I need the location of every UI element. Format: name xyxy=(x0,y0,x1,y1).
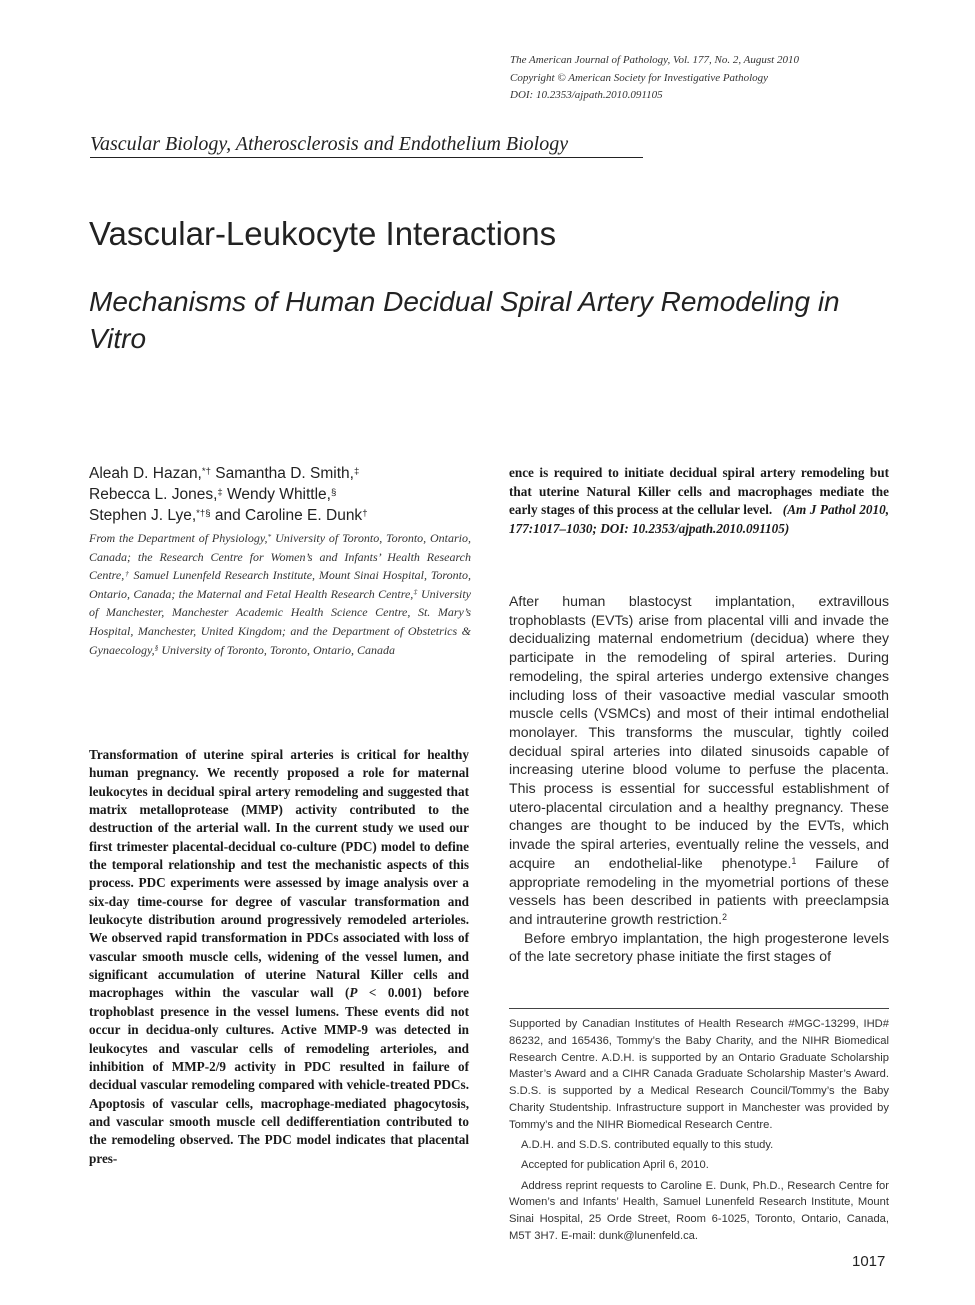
affiliations xyxy=(89,529,471,659)
author-affiliation-mark: ‡ xyxy=(353,465,360,477)
author-name: Wendy Whittle, xyxy=(222,486,331,503)
footnotes xyxy=(509,1016,889,1248)
author-affiliation-mark: † xyxy=(362,507,368,519)
journal-header xyxy=(510,52,930,105)
article-title: Vascular-Leukocyte Interactions xyxy=(89,215,557,252)
page-number: 1017 xyxy=(852,1253,886,1270)
author-name: Aleah D. Hazan, xyxy=(89,465,202,482)
affiliation-mark: † xyxy=(124,568,130,578)
author-line-1 xyxy=(89,463,489,484)
author-name: Samantha D. Smith, xyxy=(210,465,354,482)
author-name: and Caroline E. Dunk xyxy=(210,507,363,524)
abstract-citation: (Am J Pathol 2010, 177:1017–1030; DOI: 10.2353/ajpath.2010.091105) xyxy=(509,502,889,536)
author-affiliation-mark: ‡ xyxy=(217,486,223,498)
affiliation-mark: ‡ xyxy=(413,587,418,597)
body-paragraph xyxy=(509,592,889,929)
affiliation-text: From the Department of Physiology, xyxy=(89,531,268,545)
body-text: Failure of appropriate remodeling in the myometrial portions of these vessels has been described in patients with preeclampsia and intrauterine growth restriction. xyxy=(509,854,889,927)
author-name: Stephen J. Lye, xyxy=(89,507,197,524)
copyright-line: Copyright © American Society for Investigative Pathology xyxy=(510,71,769,84)
author-affiliation-mark: *†§ xyxy=(196,507,211,519)
affiliation-mark: * xyxy=(267,531,272,541)
author-affiliation-mark: § xyxy=(331,486,337,498)
abstract-text: ence is required to initiate decidual spiral artery remodeling but that uterine Natural Killer cells and macrophages mediate the early stages of this process at the cellular level. xyxy=(509,465,889,518)
journal-citation-line: The American Journal of Pathology, Vol. 177, No. 2, August 2010 xyxy=(510,54,799,66)
author-line-3 xyxy=(89,505,489,526)
section-underline xyxy=(90,157,643,158)
section-heading: Vascular Biology, Atherosclerosis and Endothelium Biology xyxy=(90,133,569,155)
author-line-2 xyxy=(89,484,489,505)
affiliation-text: Samuel Lunenfeld Research Institute, Mount Sinai Hospital, Toronto, Ontario, Canada; the Maternal and Fetal Health Research Centre, xyxy=(89,568,471,601)
footnote-divider xyxy=(509,1008,889,1009)
author-list xyxy=(89,463,489,526)
author-affiliation-mark: *† xyxy=(201,465,211,477)
equal-contribution-footnote: A.D.H. and S.D.S. contributed equally to this study. xyxy=(521,1139,774,1152)
body-text: After human blastocyst implantation, extravillous trophoblasts (EVTs) arise from placental villi and invade the decidualizing maternal endometrium (decidua) where they participate in the remodeling of spiral arteries. During remodeling, the spiral arteries undergo extensive changes including loss of their vasoactive medial vascular smooth muscle cells (VSMCs) and most of their intimal endothelial monolayer. This transforms the muscular, tightly coiled decidual spiral arteries into dilated sinusoids capable of increasing uterine blood volume to perfuse the placenta. This process is essential for successful establishment of utero-placental circulation and a healthy pregnancy. These changes are thought to be induced by the EVTs, which invade the spiral arteries, eventually reline the vessels, and acquire an endothelial-like phenotype. xyxy=(509,593,889,871)
introduction-text xyxy=(509,592,889,966)
affiliation-text: University of Toronto, Toronto, Ontario, Canada xyxy=(158,642,395,657)
affiliation-mark: § xyxy=(154,643,159,653)
reference-mark: 2 xyxy=(722,912,727,923)
abstract-column-left xyxy=(89,746,469,1168)
affiliation-text: University of Manchester, Manchester Academic Health Science Centre, St. Mary’s Hospital, Manchester, United Kingdom; and the Department of Obstetrics & Gynaecology, xyxy=(89,586,471,657)
affiliation-text: University of Toronto, Toronto, Ontario, Canada; the Research Centre for Women’s and Infants’ Health Research Centre, xyxy=(89,531,471,583)
reference-mark: 1 xyxy=(791,855,797,866)
abstract-text: Transformation of uterine spiral arteries is critical for healthy human pregnancy. We recently proposed a role for maternal leukocytes in decidual spiral artery remodeling and suggested that matrix metalloprotease (MMP) activity contributed to the destruction of the arterial wall. In the current study we used our first trimester placental-decidual co-culture (PDC) model to define the temporal relationship and test the mechanistic aspects of this process. PDC experiments were assessed by image analysis over a six-day time-course for degree of vascular transformation and leukocyte distribution around progressively remodeled arterioles. We observed rapid transformation in PDCs associated with loss of vascular smooth muscle cells, widening of the vessel lumen, and significant accumulation of uterine Natural Killer cells and macrophages within the vascular wall ( xyxy=(89,747,469,1001)
abstract-column-right xyxy=(509,464,889,538)
p-value-symbol: P xyxy=(349,985,358,1001)
body-paragraph: Before embryo implantation, the high progesterone levels of the late secretory phase initiate the first stages of xyxy=(509,929,889,965)
article-subtitle: Mechanisms of Human Decidual Spiral Artery Remodeling in Vitro xyxy=(89,286,840,354)
reprint-address-footnote: Address reprint requests to Caroline E. Dunk, Ph.D., Research Centre for Women’s and Infants’ Health, Samuel Lunenfeld Research Institute, Mount Sinai Hospital, 25 Orde Street, Room 6-1025, Toronto, Ontario, Canada, M5T 3H7. E-mail: dunk@lunenfeld.ca. xyxy=(509,1179,889,1243)
funding-footnote: Supported by Canadian Institutes of Health Research #MGC-13299, IHD# 86232, and 165436, Tommy’s the Baby Charity, and the NIHR Biomedical Research Centre. A.D.H. is supported by an Ontario Graduate Scholarship Master’s Award and a CIHR Canada Graduate Scholarship Master’s Award. S.D.S. is supported by a Medical Research Council/Tommy’s the Baby Charity Studentship. Infrastructure support in Manchester was provided by Tommy’s and the NIHR Biomedical Research Centre. xyxy=(509,1018,889,1131)
accepted-date-footnote: Accepted for publication April 6, 2010. xyxy=(521,1159,709,1172)
author-name: Rebecca L. Jones, xyxy=(89,486,218,503)
doi-line: DOI: 10.2353/ajpath.2010.091105 xyxy=(510,89,663,101)
abstract-text: < 0.001) before trophoblast presence in the vessel lumens. These events did not occur in decidua-only cultures. Active MMP-9 was detected in leukocytes and vascular cells of remodeling arterioles, and inhibition of MMP-2/9 activity in PDC resulted in failure of decidual vascular remodeling compared with vehicle-treated PDCs. Apoptosis of vascular cells, macrophage-mediated phagocytosis, and vascular smooth muscle cell dedifferentiation contributed to the remodeling observed. The PDC model indicates that placental pres- xyxy=(89,985,469,1166)
